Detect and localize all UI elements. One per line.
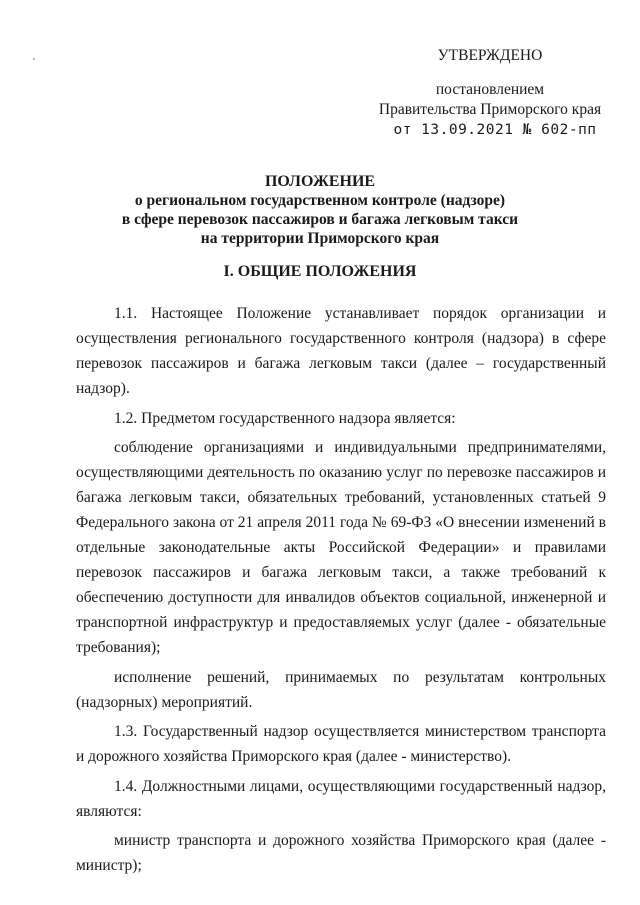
document-title-main: ПОЛОЖЕНИЕ (264, 173, 376, 190)
paragraph-subject-execution: исполнение решений, принимаемых по результатам контрольных (надзорных) мероприятий. (76, 668, 606, 711)
paragraph-minister: министр транспорта и дорожного хозяйства Приморского края (далее - министр); (76, 832, 606, 874)
paragraph-1-4: 1.4. Должностными лицами, осуществляющими государственный надзор, являются: (76, 777, 606, 820)
approval-line-1: постановлением (435, 81, 545, 98)
document-title-line-3: на территории Приморского края (200, 230, 440, 247)
paragraph-1-3: 1.3. Государственный надзор осуществляется министерством транспорта и дорожного хозяйства Приморского края (далее - министерство). (76, 723, 606, 765)
document-title (40, 172, 600, 248)
scan-speck (33, 58, 35, 60)
approval-title: УТВЕРЖДЕНО (437, 47, 543, 64)
document-title-line-2: в сфере перевозок пассажиров и багажа легковым такси (121, 211, 519, 228)
paragraph-1-2: 1.2. Предметом государственного надзора является: (114, 409, 456, 427)
section-heading: I. ОБЩИЕ ПОЛОЖЕНИЯ (223, 263, 417, 280)
document-title-line-1: о региональном государственном контроле (надзоре) (134, 192, 506, 209)
approval-order-number: от 13.09.2021 № 602-пп (393, 122, 597, 138)
paragraph-1-1: 1.1. Настоящее Положение устанавливает порядок организации и осуществления регионального государственного контроля (надзора) в сфере перевозок пассажиров и багажа легковым такси (далее – государственный надзор). (76, 305, 606, 397)
approval-line-2: Правительства Приморского края (378, 101, 602, 118)
document-body (76, 301, 606, 883)
approval-stamp (370, 46, 610, 140)
paragraph-subject-compliance: соблюдение организациями и индивидуальными предпринимателями, осуществляющими деятельность по оказанию услуг по перевозке пассажиров и багажа легковым такси, обязательных требований, установленных статьей 9 Федерального закона от 21 апреля 2011 года № 69-ФЗ «О внесении изменений в отдельные законодательные акты Российской Федерации» и правилами перевозок пассажиров и багажа легковым такси, а также требований к обеспечению доступности для инвалидов объектов социальной, инженерной и транспортной инфраструктур и предоставляемых услуг (далее - обязательные требования); (76, 439, 606, 656)
